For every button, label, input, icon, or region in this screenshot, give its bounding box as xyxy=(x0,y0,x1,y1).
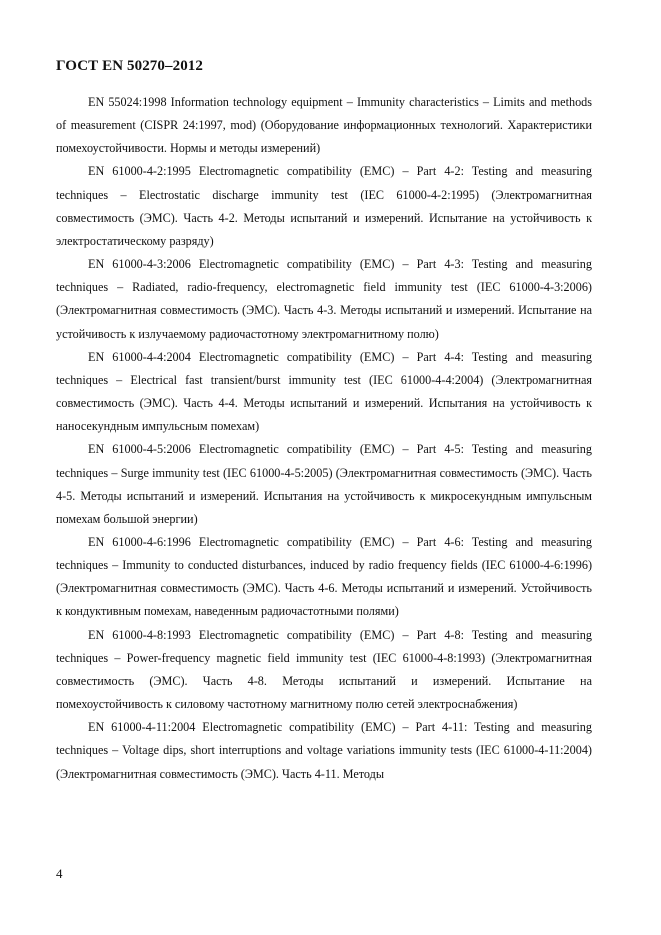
paragraph-en-61000-4-6: EN 61000-4-6:1996 Electromagnetic compatibility (EMC) – Part 4-6: Testing and measuring techniques – Immunity to conducted disturbances, induced by radio frequency fields (IEC 61000-4-6:1996) (Электромагнитная совместимость (ЭМС). Часть 4-6. Методы испытаний и измерений. Устойчивость к кондуктивным помехам, наведенным радиочастотными полями) xyxy=(56,534,592,619)
paragraph-en-55024: EN 55024:1998 Information technology equipment – Immunity characteristics – Limits and methods of measurement (CISPR 24:1997, mod) (Оборудование информационных технологий. Характеристики помехоустойчивости. Нормы и методы измерений) xyxy=(56,95,592,156)
paragraph-en-61000-4-2: EN 61000-4-2:1995 Electromagnetic compatibility (EMC) – Part 4-2: Testing and measuring techniques – Electrostatic discharge immunity test (IEC 61000-4-2:1995) (Электромагнитная совместимость (ЭМС). Часть 4-2. Методы испытаний и измерений. Испытание на устойчивость к электростатическому разряду) xyxy=(56,164,592,248)
paragraph-en-61000-4-3: EN 61000-4-3:2006 Electromagnetic compatibility (EMC) – Part 4-3: Testing and measuring techniques – Radiated, radio-frequency, electromagnetic field immunity test (IEC 61000-4-3:2006) (Электромагнитная совместимость (ЭМС). Часть 4-3. Методы испытаний и измерений. Испытание на устойчивость к излучаемому радиочастотному электромагнитному полю) xyxy=(56,257,592,341)
paragraph-en-61000-4-4: EN 61000-4-4:2004 Electromagnetic compatibility (EMC) – Part 4-4: Testing and measuring techniques – Electrical fast transient/burst immunity test (IEC 61000-4-4:2004) (Электромагнитная совместимость (ЭМС). Часть 4-4. Методы испытаний и измерений. Испытания на устойчивость к наносекундным импульсным помехам) xyxy=(56,349,592,434)
document-header: ГОСТ EN 50270–2012 xyxy=(56,58,203,74)
document-body xyxy=(56,91,592,786)
paragraph-en-61000-4-11: EN 61000-4-11:2004 Electromagnetic compatibility (EMC) – Part 4-11: Testing and measuring techniques – Voltage dips, short interruptions and voltage variations immunity tests (IEC 61000-4-11:2004) (Электромагнитная совместимость (ЭМС). Часть 4-11. Методы xyxy=(56,720,592,781)
page-number: 4 xyxy=(56,866,63,881)
paragraph-en-61000-4-8: EN 61000-4-8:1993 Electromagnetic compatibility (EMC) – Part 4-8: Testing and measuring techniques – Power-frequency magnetic field immunity test (IEC 61000-4-8:1993) (Электромагнитная совместимость (ЭМС). Часть 4-8. Методы испытаний и измерений. Испытание на помехоустойчивость к силовому частотному магнитному полю сетей электроснабжения) xyxy=(56,627,592,712)
paragraph-en-61000-4-5: EN 61000-4-5:2006 Electromagnetic compatibility (EMC) – Part 4-5: Testing and measuring techniques – Surge immunity test (IEC 61000-4-5:2005) (Электромагнитная совместимость (ЭМС). Часть 4-5. Методы испытаний и измерений. Испытания на устойчивость к микросекундным импульсным помехам большой энергии) xyxy=(56,442,592,526)
